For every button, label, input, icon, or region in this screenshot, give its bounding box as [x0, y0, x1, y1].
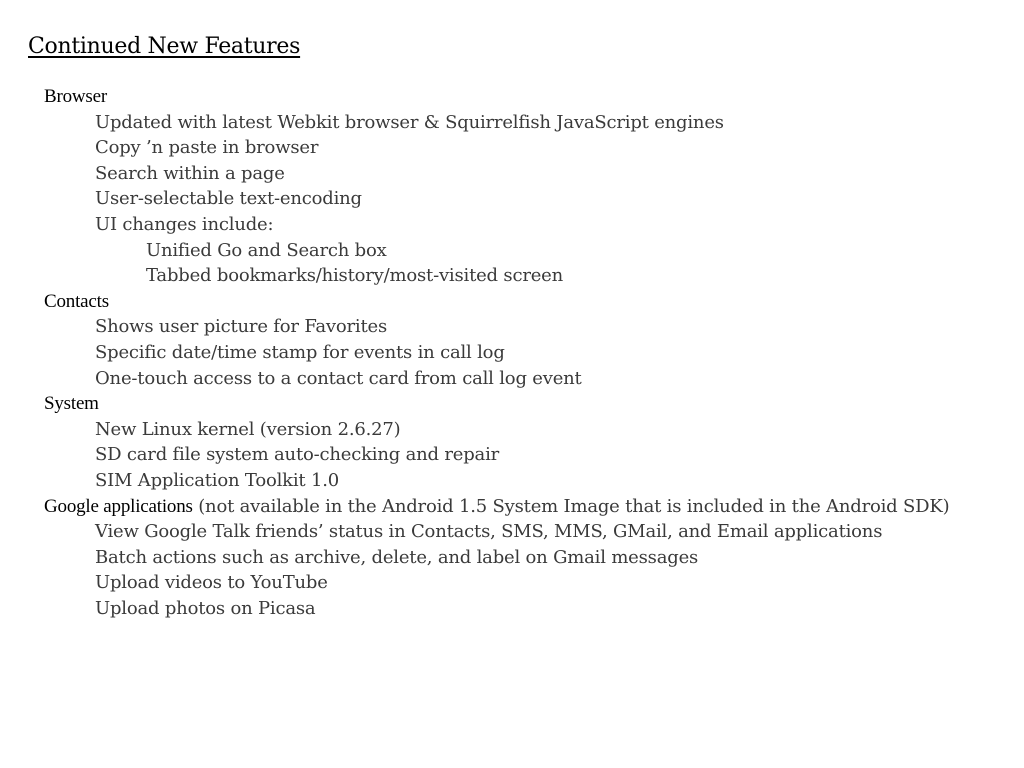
- list-item: SIM Application Toolkit 1.0: [95, 469, 339, 491]
- section-note: (not available in the Android 1.5 System Image that is included in the Android SDK): [192, 495, 950, 517]
- list-subitem: Tabbed bookmarks/history/most-visited screen: [146, 265, 564, 287]
- section-heading-system: System: [44, 393, 99, 415]
- section-heading-google-applications: Google applications: [44, 495, 193, 517]
- list-item: View Google Talk friends’ status in Contacts, SMS, MMS, GMail, and Email applications: [95, 521, 883, 543]
- section-heading-row-google: [44, 494, 1004, 520]
- list-item: SD card file system auto-checking and repair: [95, 444, 500, 466]
- list-item: Copy ’n paste in browser: [95, 137, 319, 159]
- section-heading-browser: Browser: [44, 86, 107, 107]
- list-item: Updated with latest Webkit browser & Squirrelfish JavaScript engines: [95, 111, 724, 133]
- page-title: Continued New Features: [28, 34, 301, 59]
- list-item: User-selectable text-encoding: [95, 188, 362, 210]
- list-item: Specific date/time stamp for events in call log: [95, 341, 505, 363]
- list-item: Batch actions such as archive, delete, and label on Gmail messages: [95, 546, 699, 568]
- feature-list: [44, 84, 1004, 621]
- list-item: Shows user picture for Favorites: [95, 316, 388, 338]
- list-subitem: Unified Go and Search box: [146, 239, 387, 261]
- list-item: New Linux kernel (version 2.6.27): [95, 418, 401, 440]
- list-item: Upload videos to YouTube: [95, 572, 328, 594]
- list-item: Upload photos on Picasa: [95, 597, 316, 619]
- list-item: Search within a page: [95, 162, 285, 184]
- list-item: UI changes include:: [95, 213, 274, 235]
- section-heading-contacts: Contacts: [44, 290, 109, 312]
- list-item: One-touch access to a contact card from call log event: [95, 367, 582, 389]
